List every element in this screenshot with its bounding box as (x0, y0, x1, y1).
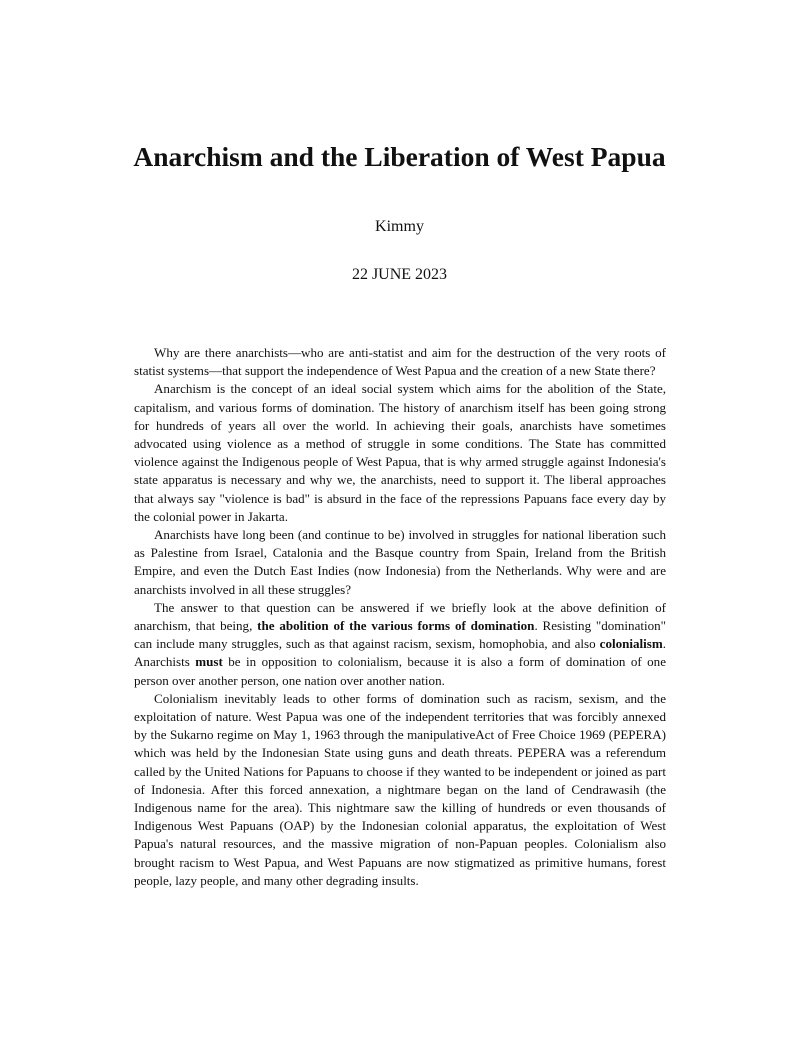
document-title: Anarchism and the Liberation of West Papua (133, 141, 666, 172)
paragraph-4-text-4: be in opposition to colonialism, because it is also a form of domination of one person over another person, one nation over another nation. (134, 654, 666, 688)
paragraph-5: Colonialism inevitably leads to other forms of domination such as racism, sexism, and the exploitation of nature. West Papua was one of the independent territories that was forcibly annexed by the Sukarno regime on May 1, 1963 through the manipulativeAct of Free Choice 1969 (PEPERA) which was held by the Indonesian State using guns and death threats. PEPERA was a referendum called by the United Nations for Papuans to choose if they wanted to be independent or joined as part of Indonesia. After this forced annexation, a nightmare began on the land of Cendrawasih (the Indigenous name for the area). This nightmare saw the killing of hundreds or even thousands of Indigenous West Papuans (OAP) by the Indonesian colonial apparatus, the exploitation of West Papua's natural resources, and the massive migration of non-Papuan peoples. Colonialism also brought racism to West Papua, and West Papuans are now stigmatized as primitive humans, forest people, lazy people, and many other degrading insults. (134, 690, 666, 888)
document-date: 22 JUNE 2023 (351, 266, 448, 283)
paragraph-4-emphasis-must: must (195, 654, 223, 670)
paragraph-4 (134, 599, 666, 690)
paragraph-2: Anarchism is the concept of an ideal social system which aims for the abolition of the State, capitalism, and various forms of domination. The history of anarchism itself has been going strong for hundreds of years all over the world. In achieving their goals, anarchists have sometimes advocated using violence as a method of struggle in some conditions. The State has committed violence against the Indigenous people of West Papua, that is why armed struggle against Indonesia's state apparatus is necessary and why we, the anarchists, need to support it. The liberal approaches that always say "violence is bad" is absurd in the face of the repressions Papuans face every day by the colonial power in Jakarta. (134, 381, 666, 524)
paragraph-4-emphasis-colonialism: colonialism (599, 636, 663, 652)
paragraph-3: Anarchists have long been (and continue to be) involved in struggles for national liberation such as Palestine from Israel, Catalonia and the Basque country from Spain, Ireland from the British Empire, and even the Dutch East Indies (now Indonesia) from the Netherlands. Why were and are anarchists involved in all these struggles? (134, 527, 666, 597)
paragraph-4-text-3: . Anarchists (134, 636, 666, 670)
paragraph-4-emphasis-domination: the abolition of the various forms of domination (257, 618, 535, 634)
paragraph-4-text-1: The answer to that question can be answered if we briefly look at the above definition of anarchism, that being, (134, 599, 666, 634)
paragraph-4-text-2: . Resisting "domination" can include many struggles, such as that against racism, sexism, homophobia, and also (134, 618, 666, 652)
document-body (134, 344, 666, 890)
paragraph-1: Why are there anarchists—who are anti-statist and aim for the destruction of the very roots of statist systems—that support the independence of West Papua and the creation of a new State there? (134, 345, 666, 379)
document-author: Kimmy (375, 218, 424, 235)
